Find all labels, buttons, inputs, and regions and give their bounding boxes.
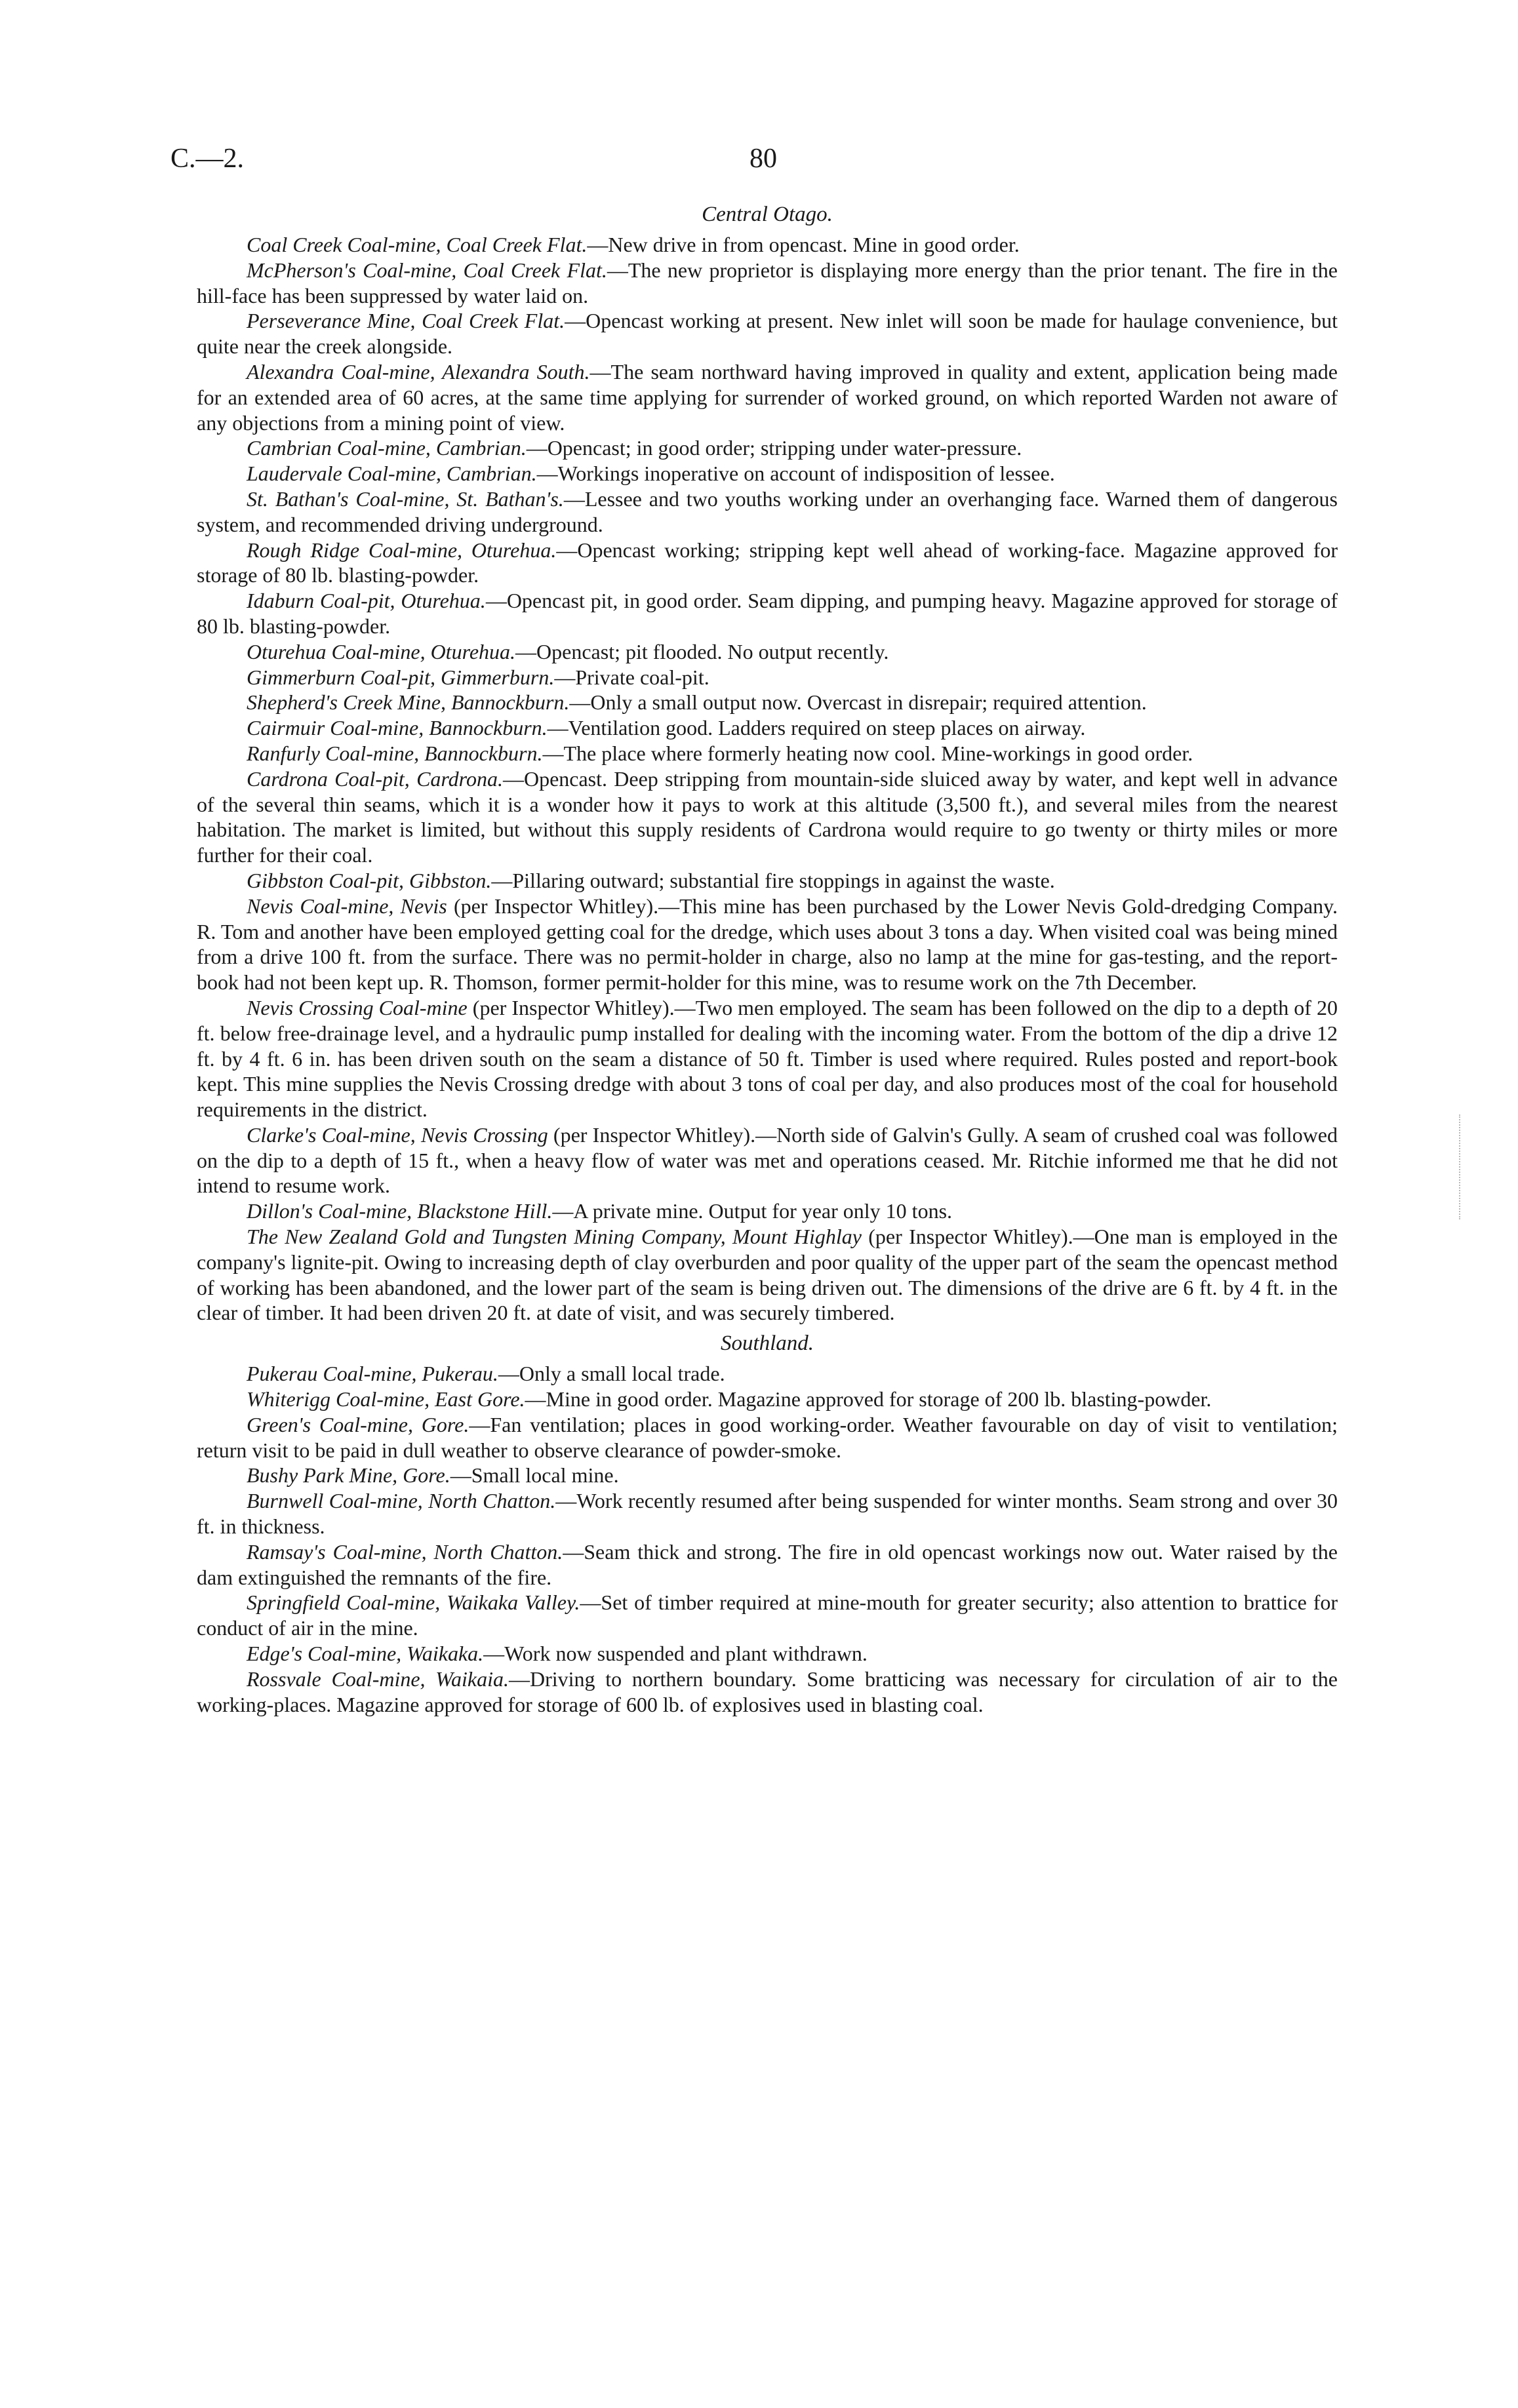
- mine-entry: [197, 868, 1338, 894]
- mine-entry: [197, 741, 1338, 766]
- mine-report-text: —Ventilation good. Ladders required on steep places on airway.: [547, 716, 1086, 740]
- mine-entry: [197, 690, 1338, 715]
- mine-name: Coal Creek Coal-mine, Coal Creek Flat.: [247, 233, 588, 256]
- mine-report-text: —Opencast; in good order; stripping under water-pressure.: [526, 436, 1022, 460]
- mine-name: Ranfurly Coal-mine, Bannockburn.: [247, 741, 543, 765]
- mine-report-text: —Fan ventilation; places in good working-order. Weather favourable on day of visit to ventilation; return visit to be paid in dull weather to observe clearance of powder-smoke.: [197, 1412, 1338, 1462]
- mine-entry: [197, 486, 1338, 538]
- mine-report-text: —Workings inoperative on account of indisposition of lessee.: [536, 462, 1055, 486]
- mine-name: Oturehua Coal-mine, Oturehua.: [247, 639, 516, 663]
- mine-report-text: —The new proprietor is displaying more energy than the prior tenant. The fire in the hill-face has been suppressed by water laid on.: [197, 258, 1338, 307]
- mine-report-text: —A private mine. Output for year only 10 tons.: [552, 1199, 953, 1223]
- mine-report-text: —Driving to northern boundary. Some bratticing was necessary for circulation of air to the working-places. Magazine approved for storage of 600 lb. of explosives used in blasting coal.: [197, 1667, 1338, 1716]
- mine-report-text: —Small local mine.: [450, 1463, 619, 1488]
- mine-entry: [197, 766, 1338, 868]
- mine-entry: [197, 1463, 1338, 1488]
- mine-entry: [197, 639, 1338, 665]
- mine-entry: [197, 1590, 1338, 1641]
- mine-report-text: —New drive in from opencast. Mine in good order.: [587, 233, 1020, 256]
- mine-entry: [197, 1122, 1338, 1198]
- mine-name: Bushy Park Mine, Gore.: [247, 1463, 450, 1488]
- mine-name: Nevis Crossing Coal-mine: [247, 995, 468, 1019]
- page-header: [170, 143, 1338, 182]
- mine-report-text: (per Inspector Whitley).—North side of Galvin's Gully. A seam of crushed coal was followed on the dip to a depth of 15 ft., when a heavy flow of water was met and operations ceased. Mr. Ritchie informed me that he did not intend to resume work.: [197, 1122, 1338, 1198]
- mine-entry: [197, 995, 1338, 1122]
- mine-report-text: —Only a small output now. Overcast in disrepair; required attention.: [569, 690, 1147, 715]
- mine-report-text: —The place where formerly heating now cool. Mine-workings in good order.: [542, 741, 1193, 765]
- mine-report-text: —Work recently resumed after being suspended for winter months. Seam strong and over 30 ft. in thickness.: [197, 1489, 1338, 1539]
- mine-report-text: —Opencast working; stripping kept well ahead of working-face. Magazine approved for storage of 80 lb. blasting-powder.: [197, 538, 1338, 587]
- mine-report-text: (per Inspector Whitley).—One man is employed in the company's lignite-pit. Owing to increasing depth of clay overburden and poor quality of the upper part of the seam the opencast method of working has been abandoned, and the lower part of the seam is being driven out. The dimensions of the drive are 6 ft. by 4 ft. in the clear of timber. It had been driven 20 ft. at date of visit, and was securely timbered.: [197, 1225, 1338, 1325]
- document-reference: C.—2.: [170, 144, 245, 174]
- mine-name: The New Zealand Gold and Tungsten Mining Company, Mount Highlay: [247, 1225, 862, 1249]
- mine-name: Rossvale Coal-mine, Waikaia.: [247, 1667, 509, 1691]
- mine-report-text: —Set of timber required at mine-mouth for greater security; also attention to brattice for conduct of air in the mine.: [197, 1590, 1338, 1640]
- mine-name: Laudervale Coal-mine, Cambrian.: [247, 462, 537, 486]
- mine-report-text: —Lessee and two youths working under an overhanging face. Warned them of dangerous system, and recommended driving underground.: [197, 486, 1338, 536]
- mine-entry: [197, 1488, 1338, 1539]
- mine-name: Perseverance Mine, Coal Creek Flat.: [247, 309, 565, 333]
- mine-entry: [197, 461, 1338, 486]
- mine-entry: [197, 435, 1338, 461]
- mine-report-text: —Pillaring outward; substantial fire stoppings in against the waste.: [491, 868, 1055, 892]
- mine-entry: [197, 1198, 1338, 1224]
- mine-entry: [197, 308, 1338, 359]
- mine-name: Idaburn Coal-pit, Oturehua.: [247, 589, 486, 613]
- mine-name: Clarke's Coal-mine, Nevis Crossing: [247, 1122, 548, 1147]
- mine-name: Cairmuir Coal-mine, Bannockburn.: [247, 716, 548, 740]
- mine-name: Whiterigg Coal-mine, East Gore.: [247, 1387, 525, 1411]
- mine-entry: [197, 538, 1338, 589]
- mine-report-text: (per Inspector Whitley).—Two men employed. The seam has been followed on the dip to a depth of 20 ft. below free-drainage level, and a hydraulic pump installed for dealing with the incoming water. From the bottom of the dip a drive 12 ft. by 4 ft. 6 in. has been driven south on the seam a distance of 50 ft. Timber is used where required. Rules posted and report-book kept. This mine supplies the Nevis Crossing dredge with about 3 tons of coal per day, and also produces most of the coal for household requirements in the district.: [197, 995, 1338, 1122]
- section-heading: Southland.: [720, 1332, 814, 1356]
- mine-entry: [197, 894, 1338, 995]
- mine-report-text: —Opencast. Deep stripping from mountain-side sluiced away by water, and kept well in advance of the several thin seams, which it is a wonder how it pays to work at this altitude (3,500 ft.), and several miles from the nearest habitation. The market is limited, but without this supply residents of Cardrona would require to go twenty or thirty miles or more further for their coal.: [197, 766, 1338, 867]
- mine-name: Pukerau Coal-mine, Pukerau.: [247, 1362, 498, 1386]
- section-heading: Central Otago.: [702, 203, 833, 226]
- page-number: 80: [749, 144, 777, 174]
- mine-name: Edge's Coal-mine, Waikaka.: [247, 1642, 484, 1666]
- mine-report-text: —Only a small local trade.: [498, 1362, 725, 1386]
- mine-entry: [197, 1361, 1338, 1387]
- report-body: [197, 197, 1338, 1717]
- mine-name: Springfield Coal-mine, Waikaka Valley.: [247, 1590, 580, 1615]
- mine-report-text: —Work now suspended and plant withdrawn.: [483, 1642, 868, 1666]
- mine-name: Dillon's Coal-mine, Blackstone Hill.: [247, 1199, 553, 1223]
- mine-name: Green's Coal-mine, Gore.: [247, 1412, 469, 1436]
- mine-report-text: —Seam thick and strong. The fire in old opencast workings now out. Water raised by the dam extinguished the remnants of the fire.: [197, 1539, 1338, 1589]
- mine-report-text: —Opencast pit, in good order. Seam dipping, and pumping heavy. Magazine approved for storage of 80 lb. blasting-powder.: [197, 589, 1338, 638]
- mine-name: Shepherd's Creek Mine, Bannockburn.: [247, 690, 570, 715]
- mine-name: Burnwell Coal-mine, North Chatton.: [247, 1489, 556, 1513]
- mine-entry: [197, 1539, 1338, 1590]
- mine-name: McPherson's Coal-mine, Coal Creek Flat.: [247, 258, 607, 282]
- mine-name: Cardrona Coal-pit, Cardrona.: [247, 766, 503, 791]
- mine-entry: [197, 1412, 1338, 1463]
- mine-report-text: —Opencast working at present. New inlet will soon be made for haulage convenience, but quite near the creek alongside.: [197, 309, 1338, 359]
- mine-name: St. Bathan's Coal-mine, St. Bathan's.: [247, 486, 564, 511]
- mine-name: Gibbston Coal-pit, Gibbston.: [247, 868, 492, 892]
- mine-entry: [197, 1667, 1338, 1718]
- mine-name: Rough Ridge Coal-mine, Oturehua.: [247, 538, 557, 562]
- mine-name: Cambrian Coal-mine, Cambrian.: [247, 436, 527, 460]
- mine-name: Ramsay's Coal-mine, North Chatton.: [247, 1539, 563, 1564]
- mine-entry: [197, 665, 1338, 690]
- mine-entry: [197, 715, 1338, 741]
- mine-entry: [197, 258, 1338, 309]
- page-edge-marks: [1459, 1115, 1469, 1219]
- mine-entry: [197, 359, 1338, 435]
- mine-entry: [197, 1387, 1338, 1412]
- mine-report-text: —Opencast; pit flooded. No output recently.: [515, 639, 889, 663]
- mine-report-text: (per Inspector Whitley).—This mine has been purchased by the Lower Nevis Gold-dredging Company. R. Tom and another have been employed getting coal for the dredge, which uses about 3 tons a day. When visited coal was being mined from a drive 100 ft. from the surface. There was no permit-holder in charge, also no lamp at the mine for gas-testing, and the report-book had not been kept up. R. Thomson, former permit-holder for this mine, was to resume work on the 7th December.: [197, 894, 1338, 995]
- mine-report-text: —The seam northward having improved in quality and extent, application being made for an extended area of 60 acres, at the same time applying for surrender of worked ground, on which reported Warden not aware of any objections from a mining point of view.: [197, 359, 1338, 435]
- mine-name: Alexandra Coal-mine, Alexandra South.: [247, 359, 590, 384]
- mine-name: Gimmerburn Coal-pit, Gimmerburn.: [247, 665, 555, 689]
- mine-entry: [197, 1641, 1338, 1667]
- mine-entry: [197, 232, 1338, 258]
- mine-name: Nevis Coal-mine, Nevis: [247, 894, 447, 918]
- mine-entry: [197, 588, 1338, 639]
- mine-entry: [197, 1224, 1338, 1326]
- mine-report-text: —Mine in good order. Magazine approved for storage of 200 lb. blasting-powder.: [525, 1387, 1212, 1411]
- mine-report-text: —Private coal-pit.: [554, 665, 709, 689]
